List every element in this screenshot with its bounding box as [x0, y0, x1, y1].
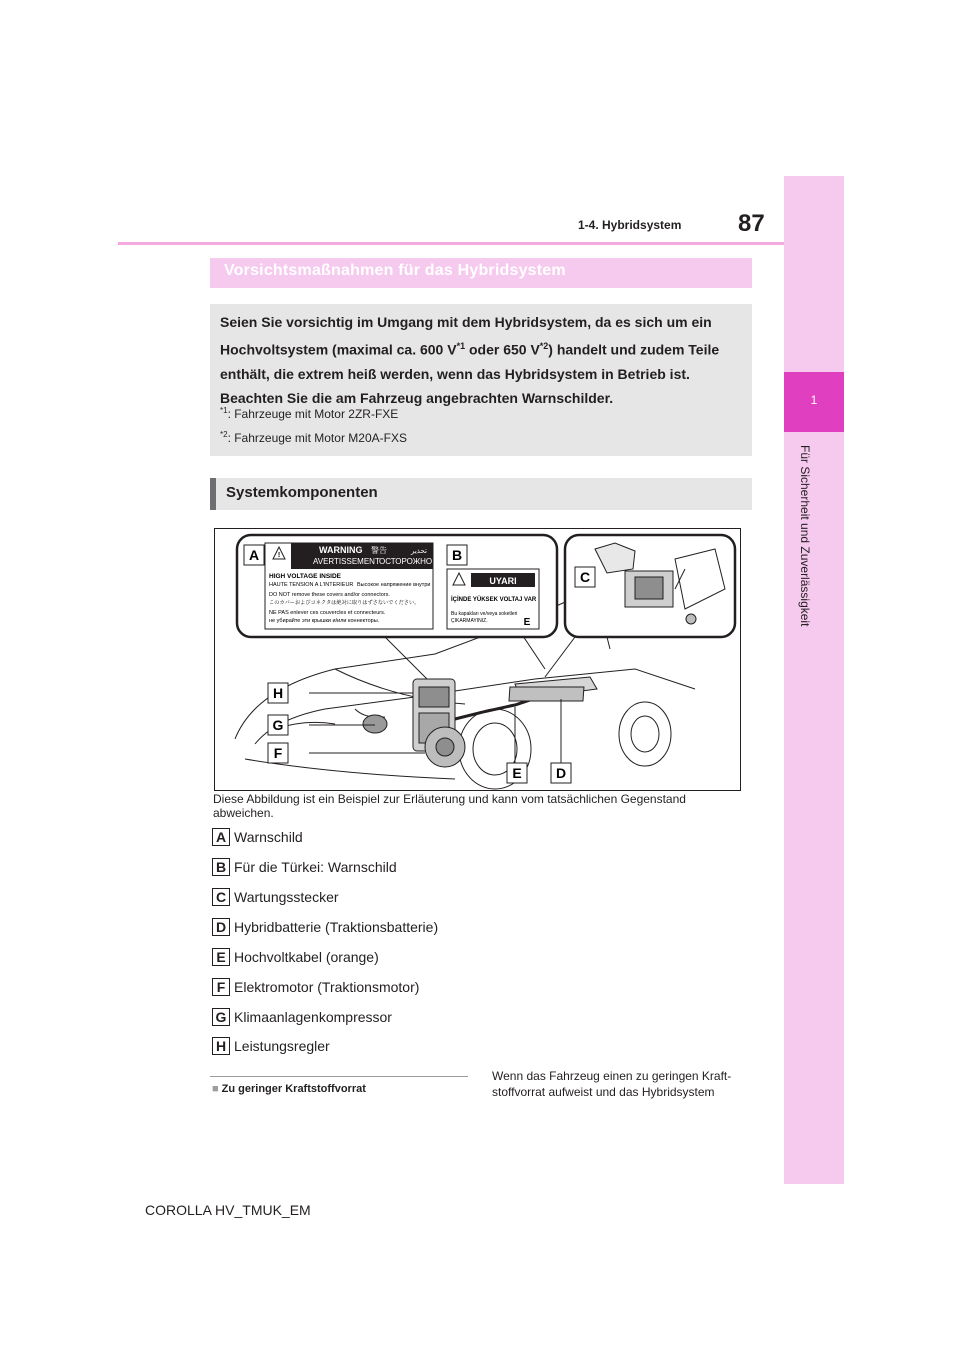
svg-text:B: B — [451, 547, 463, 563]
svg-text:ОСТОРОЖНО: ОСТОРОЖНО — [379, 557, 433, 566]
legend-key: E — [212, 948, 230, 966]
svg-text:HAUTE TENSION A L'INTERIEUR: HAUTE TENSION A L'INTERIEUR — [269, 582, 354, 588]
legend-key: A — [212, 828, 230, 846]
legend-key: H — [212, 1037, 230, 1055]
legend-text: Leistungsregler — [234, 1038, 330, 1054]
side-tab-label: Für Sicherheit und Zuverlässigkeit — [798, 445, 812, 627]
components-heading: Systemkomponenten — [226, 484, 378, 501]
svg-text:HIGH VOLTAGE INSIDE: HIGH VOLTAGE INSIDE — [269, 573, 341, 580]
legend-text: Wartungsstecker — [234, 889, 339, 905]
footnote-1: $^{*1}$: Fahrzeuge mit Motor 2ZR-FXE — [220, 406, 399, 421]
legend-key: F — [212, 978, 230, 996]
legend-key: C — [212, 888, 230, 906]
section-title: 1-4. Hybridsystem — [578, 218, 682, 232]
svg-text:D: D — [555, 765, 567, 781]
svg-text:UYARI: UYARI — [489, 576, 517, 586]
components-illustration — [214, 528, 741, 791]
svg-text:!: ! — [277, 552, 281, 559]
svg-text:E: E — [512, 765, 522, 781]
precautions-line-2: Hochvoltsystem (maximal ca. 600 $V^{*1}$ oder 650 $V^{*2}$) handelt und zudem Teile — [220, 341, 720, 358]
svg-text:تحذير: تحذير — [411, 548, 427, 555]
legend-key: B — [212, 858, 230, 876]
svg-text:Bu kapakları ve/veya soketleri: Bu kapakları ve/veya soketleri — [451, 611, 518, 617]
legend-text: Warnschild — [234, 829, 303, 845]
svg-text:警告: 警告 — [371, 546, 387, 555]
footer-model: COROLLA HV_TMUK_EM — [145, 1202, 311, 1218]
legend-text: Klimaanlagenkompressor — [234, 1009, 392, 1025]
svg-text:DO NOT remove these covers and: DO NOT remove these covers and/or connectors. — [269, 592, 390, 598]
svg-text:ÇIKARMAYINIZ.: ÇIKARMAYINIZ. — [451, 618, 488, 624]
legend-text: Für die Türkei: Warnschild — [234, 859, 397, 875]
motor-assembly — [425, 727, 465, 767]
svg-text:NE PAS enlever ces couvercles: NE PAS enlever ces couvercles et connecteurs. — [269, 610, 386, 616]
precautions-line-1: Seien Sie vorsichtig im Umgang mit dem Hybridsystem, da es sich um ein — [220, 314, 712, 330]
svg-text:このカバーおよびコネクタは絶対に取りはずさないでください。: このカバーおよびコネクタは絶対に取りはずさないでください。 — [269, 600, 420, 606]
legend-text: Hochvoltkabel (orange) — [234, 949, 379, 965]
svg-text:не убирайте эти крышки и/или к: не убирайте эти крышки и/или коннекторы. — [269, 618, 380, 624]
precautions-body — [220, 310, 750, 410]
precautions-heading: Vorsichtsmaßnahmen für das Hybridsystem — [224, 262, 566, 279]
components-svg — [215, 529, 742, 792]
svg-text:G: G — [272, 717, 284, 733]
warning-label-panel — [237, 535, 557, 637]
low-fuel-paragraph: Wenn das Fahrzeug einen zu geringen Kraft-stoffvorrat aufweist und das Hybridsystem — [492, 1069, 732, 1099]
legend-key: D — [212, 918, 230, 936]
precautions-line-4: Beachten Sie die am Fahrzeug angebrachten Warnschilder. — [220, 389, 614, 406]
legend-key: G — [212, 1008, 230, 1026]
svg-text:C: C — [579, 569, 591, 585]
precautions-line-3: enthält, die extrem heiß werden, wenn das Hybridsystem in Betrieb ist. — [220, 365, 690, 382]
legend-text: Elektromotor (Traktionsmotor) — [234, 979, 420, 995]
svg-text:A: A — [248, 547, 260, 563]
callout-e-small: E — [523, 617, 531, 628]
footnote-2: $^{*2}$: Fahrzeuge mit Motor M20A-FXS — [220, 430, 407, 445]
low-fuel-heading: ■ Zu geringer Kraftstoffvorrat — [212, 1083, 366, 1095]
page-number: 87 — [738, 210, 765, 237]
components-heading-band — [210, 478, 752, 510]
svg-text:İÇİNDE YÜKSEK VOLTAJ VAR: İÇİNDE YÜKSEK VOLTAJ VAR — [451, 597, 537, 603]
precautions-heading-band — [210, 258, 752, 288]
svg-text:F: F — [273, 745, 283, 761]
sub-heading-rule — [210, 1076, 468, 1077]
svg-text:AVERTISSEMENT: AVERTISSEMENT — [313, 557, 380, 566]
side-tab-number: 1 — [810, 393, 818, 407]
figure-caption: Diese Abbildung ist ein Beispiel zur Erläuterung und kann vom tatsächlichen Gegenstand abweichen. — [213, 792, 686, 820]
svg-text:H: H — [272, 685, 284, 701]
ac-compressor — [363, 715, 387, 733]
legend-text: Hybridbatterie (Traktionsbatterie) — [234, 919, 439, 935]
header-rule — [118, 242, 784, 245]
svg-text:WARNING: WARNING — [319, 545, 363, 555]
svg-text:Высокое напряжение внутри: Высокое напряжение внутри — [357, 582, 431, 588]
side-tab — [784, 176, 844, 1184]
